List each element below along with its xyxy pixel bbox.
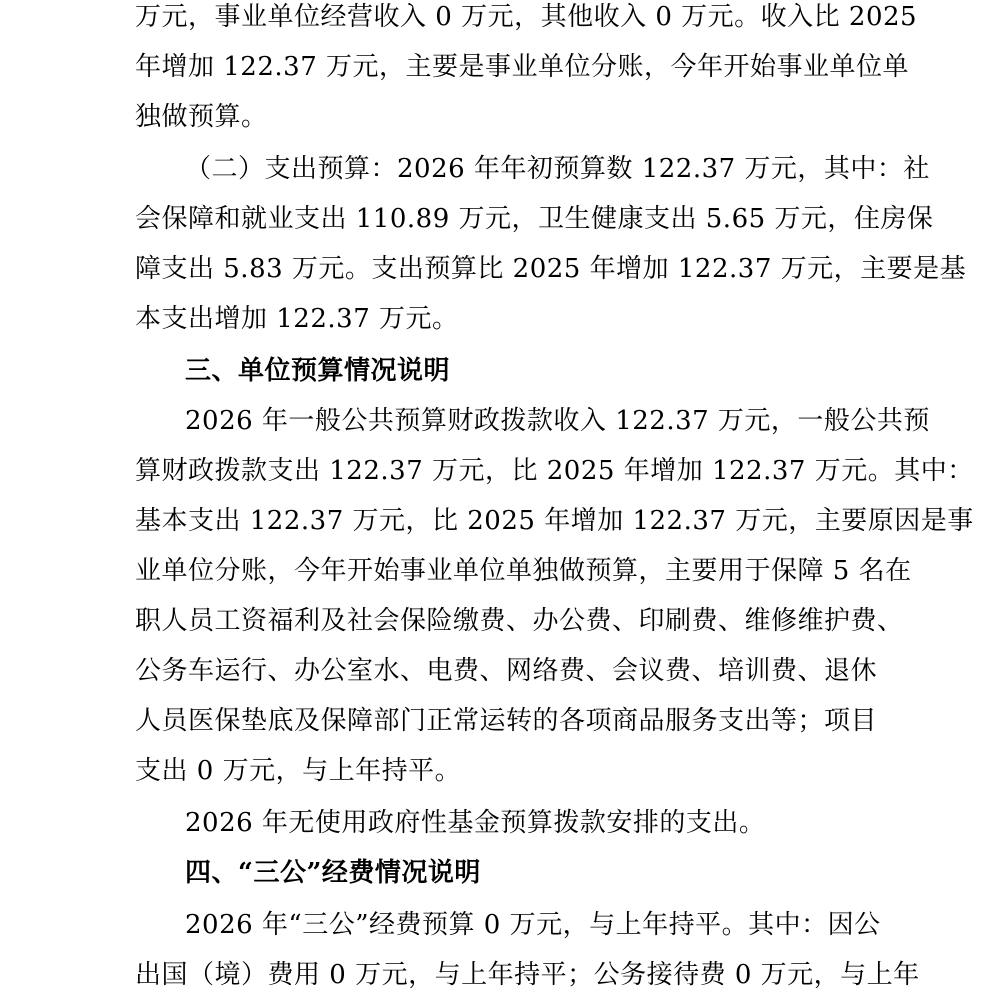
paragraph-line: 独做预算。 [135,102,268,132]
paragraph-line: 职人员工资福利及社会保险缴费、办公费、印刷费、维修维护费、 [135,606,904,636]
paragraph-line: 业单位分账，今年开始事业单位单独做预算，主要用于保障 5 名在 [135,556,912,586]
paragraph-line: 2026 年一般公共预算财政拨款收入 122.37 万元，一般公共预 [185,406,930,436]
section-heading: 四、“三公”经费情况说明 [185,858,481,888]
paragraph-line: 公务车运行、办公室水、电费、网络费、会议费、培训费、退休 [135,656,878,686]
paragraph-line: 2026 年无使用政府性基金预算拨款安排的支出。 [185,808,766,838]
paragraph-line: 人员医保垫底及保障部门正常运转的各项商品服务支出等；项目 [135,706,878,736]
paragraph-line: 障支出 5.83 万元。支出预算比 2025 年增加 122.37 万元，主要是基 [135,254,967,284]
paragraph-line: 基本支出 122.37 万元，比 2025 年增加 122.37 万元，主要原因是事 [135,506,974,536]
paragraph-line: 支出 0 万元，与上年持平。 [135,756,462,786]
paragraph-line: （二）支出预算：2026 年年初预算数 122.37 万元，其中：社 [185,154,930,184]
paragraph-line: 出国（境）费用 0 万元，与上年持平；公务接待费 0 万元，与上年 [135,960,920,990]
paragraph-line: 年增加 122.37 万元，主要是事业单位分账，今年开始事业单位单 [135,52,910,82]
paragraph-line: 万元，事业单位经营收入 0 万元，其他收入 0 万元。收入比 2025 [135,2,918,32]
paragraph-line: 算财政拨款支出 122.37 万元，比 2025 年增加 122.37 万元。其中： [135,456,974,486]
paragraph-line: 2026 年“三公”经费预算 0 万元，与上年持平。其中：因公 [185,910,881,940]
paragraph-line: 本支出增加 122.37 万元。 [135,304,459,334]
section-heading: 三、单位预算情况说明 [185,356,451,386]
paragraph-line: 会保障和就业支出 110.89 万元，卫生健康支出 5.65 万元，住房保 [135,204,934,234]
